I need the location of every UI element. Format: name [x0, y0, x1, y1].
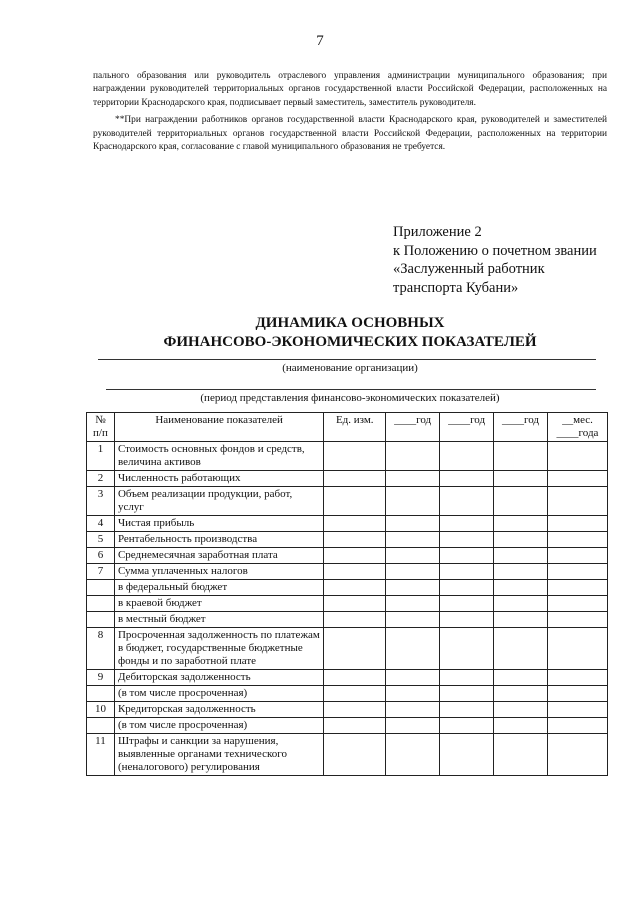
appendix-line: транспорта Кубани»: [393, 279, 519, 296]
appendix-line: «Заслуженный работник: [393, 261, 545, 277]
document-title: [0, 314, 640, 352]
table-row: (в том числе просроченная): [87, 718, 608, 734]
title-line: ФИНАНСОВО-ЭКОНОМИЧЕСКИХ ПОКАЗАТЕЛЕЙ: [163, 334, 537, 350]
footnotes: [93, 70, 607, 154]
period-caption: (период представления финансово-экономических показателей): [200, 392, 500, 404]
table-row: 11 Штрафы и санкции за нарушения, выявленные органами технического (неналогового) регулирования: [87, 734, 608, 776]
title-line: ДИНАМИКА ОСНОВНЫХ: [255, 315, 445, 331]
table-row: в краевой бюджет: [87, 596, 608, 612]
table-row: 9 Дебиторская задолженность: [87, 670, 608, 686]
period-fill-line: [106, 389, 596, 390]
header-year-2: ____год: [440, 413, 494, 442]
header-year-3: ____год: [494, 413, 548, 442]
footnote-continuation: пального образования или руководитель отраслевого управления администрации муниципального образования; при награждении руководителей территориальных органов государственной власти Российской Федерации, расположенных на территории Краснодарского края, подписывает первый заместитель, заместитель руководителя.: [93, 71, 607, 108]
table-row: в федеральный бюджет: [87, 580, 608, 596]
organization-caption: (наименование организации): [282, 362, 418, 374]
table-row: 7 Сумма уплаченных налогов: [87, 564, 608, 580]
table-row: 1 Стоимость основных фондов и средств, величина активов: [87, 442, 608, 471]
table-row: (в том числе просроченная): [87, 686, 608, 702]
header-number: № п/п: [87, 413, 115, 442]
header-unit: Ед. изм.: [324, 413, 386, 442]
header-months: __мес. ____года: [547, 413, 607, 442]
table-row: 8 Просроченная задолженность по платежам в бюджет, государственные бюджетные фонды и по заработной плате: [87, 628, 608, 670]
footnote-double-star: **При награждении работников органов государственной власти Краснодарского края, руководителей и заместителей руководителей территориальных органов государственной власти Российской Федерации, расположенных на территории Краснодарского края, согласование с главой муниципального образования не требуется.: [93, 115, 607, 153]
table-header-row: [87, 413, 608, 442]
table-row: 10 Кредиторская задолженность: [87, 702, 608, 718]
table-row: 4 Чистая прибыль: [87, 516, 608, 532]
table-row: 5 Рентабельность производства: [87, 532, 608, 548]
table-row: 6 Среднемесячная заработная плата: [87, 548, 608, 564]
organization-fill-line: [98, 359, 596, 360]
header-year-1: ____год: [386, 413, 440, 442]
table-row: в местный бюджет: [87, 612, 608, 628]
header-indicator-name: Наименование показателей: [114, 413, 323, 442]
table-row: 2 Численность работающих: [87, 471, 608, 487]
page-number: 7: [316, 33, 324, 49]
appendix-reference: [393, 223, 597, 297]
appendix-line: к Положению о почетном звании: [393, 242, 597, 259]
appendix-line: Приложение 2: [393, 224, 482, 240]
table-row: 3 Объем реализации продукции, работ, услуг: [87, 487, 608, 516]
indicators-table: [86, 412, 608, 776]
